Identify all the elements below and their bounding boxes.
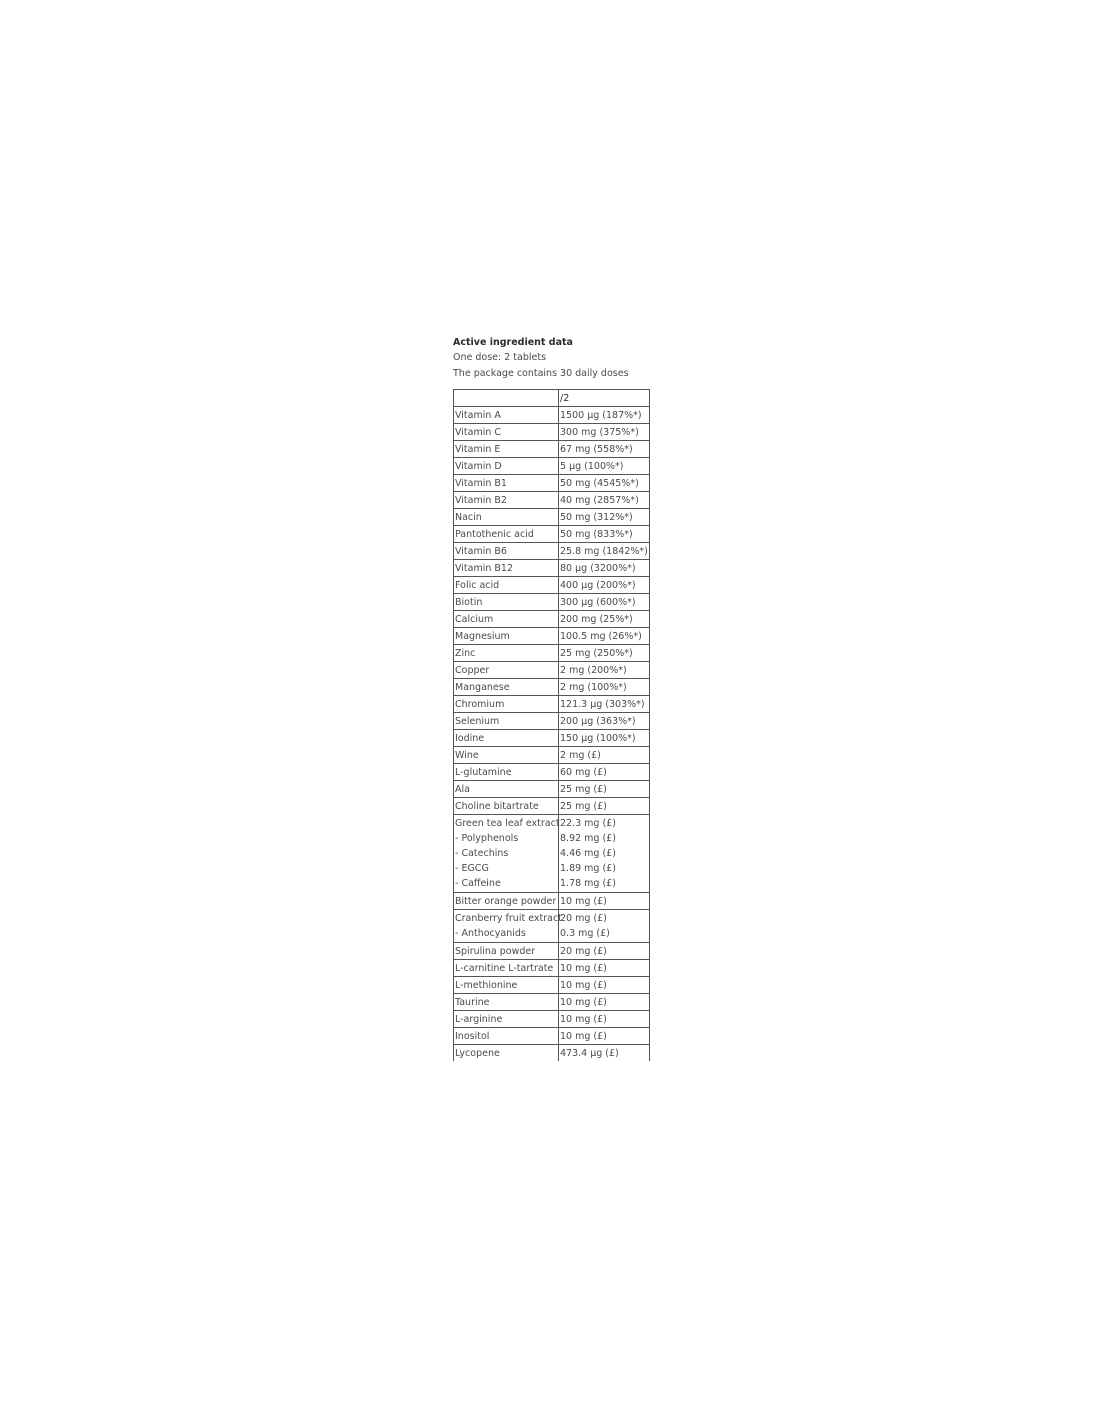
table-row bbox=[454, 1011, 650, 1028]
ingredient-value-cell: 150 µg (100%*) bbox=[559, 730, 650, 747]
ingredient-table-body bbox=[454, 390, 650, 1062]
table-subrow bbox=[454, 831, 650, 846]
table-row bbox=[454, 407, 650, 424]
ingredient-value-cell: 10 mg (£) bbox=[559, 960, 650, 977]
ingredient-value-cell: 10 mg (£) bbox=[559, 994, 650, 1011]
ingredient-value-cell: 50 mg (312%*) bbox=[559, 509, 650, 526]
table-row bbox=[454, 560, 650, 577]
ingredient-value-cell: 2 mg (100%*) bbox=[559, 679, 650, 696]
ingredient-value-cell: 1.78 mg (£) bbox=[559, 876, 650, 893]
ingredient-name-cell: Chromium bbox=[454, 696, 559, 713]
section-title: Active ingredient data bbox=[453, 337, 573, 348]
table-row bbox=[454, 526, 650, 543]
table-row bbox=[454, 509, 650, 526]
table-row bbox=[454, 679, 650, 696]
ingredient-name-cell: Zinc bbox=[454, 645, 559, 662]
table-row bbox=[454, 943, 650, 960]
table-row bbox=[454, 1045, 650, 1062]
table-row bbox=[454, 492, 650, 509]
ingredient-value-cell: 200 µg (363%*) bbox=[559, 713, 650, 730]
ingredient-name-cell: Choline bitartrate bbox=[454, 798, 559, 815]
ingredient-value-cell: 200 mg (25%*) bbox=[559, 611, 650, 628]
ingredient-name-cell: Vitamin E bbox=[454, 441, 559, 458]
table-row bbox=[454, 994, 650, 1011]
table-row bbox=[454, 611, 650, 628]
ingredient-name-cell: Vitamin B12 bbox=[454, 560, 559, 577]
ingredient-name-cell: Vitamin D bbox=[454, 458, 559, 475]
table-row bbox=[454, 441, 650, 458]
ingredient-name-cell: Manganese bbox=[454, 679, 559, 696]
ingredient-name-cell: Vitamin B2 bbox=[454, 492, 559, 509]
ingredient-value-cell: 4.46 mg (£) bbox=[559, 846, 650, 861]
ingredient-name-cell: Wine bbox=[454, 747, 559, 764]
table-subrow bbox=[454, 926, 650, 943]
ingredient-name-cell: - EGCG bbox=[454, 861, 559, 876]
ingredient-value-cell: 10 mg (£) bbox=[559, 977, 650, 994]
ingredient-value-cell: 10 mg (£) bbox=[559, 1011, 650, 1028]
table-row bbox=[454, 977, 650, 994]
ingredient-name-cell: Inositol bbox=[454, 1028, 559, 1045]
ingredient-value-cell: 25 mg (250%*) bbox=[559, 645, 650, 662]
table-row bbox=[454, 747, 650, 764]
table-subrow bbox=[454, 861, 650, 876]
ingredient-name-cell: Folic acid bbox=[454, 577, 559, 594]
ingredient-name-cell: L-methionine bbox=[454, 977, 559, 994]
table-row bbox=[454, 577, 650, 594]
table-row bbox=[454, 475, 650, 492]
table-row bbox=[454, 458, 650, 475]
ingredient-value-cell: 1.89 mg (£) bbox=[559, 861, 650, 876]
ingredient-value-cell: 40 mg (2857%*) bbox=[559, 492, 650, 509]
ingredient-table bbox=[453, 389, 650, 1061]
ingredient-name-cell: L-glutamine bbox=[454, 764, 559, 781]
ingredient-value-cell: 25 mg (£) bbox=[559, 798, 650, 815]
ingredient-value-cell: 300 µg (600%*) bbox=[559, 594, 650, 611]
table-row bbox=[454, 764, 650, 781]
table-header-row bbox=[454, 390, 650, 407]
table-row bbox=[454, 730, 650, 747]
ingredient-name-cell: Cranberry fruit extract bbox=[454, 910, 559, 927]
ingredient-value-cell: 2 mg (200%*) bbox=[559, 662, 650, 679]
table-subrow bbox=[454, 876, 650, 893]
ingredient-name-cell: - Catechins bbox=[454, 846, 559, 861]
ingredient-name-cell: Pantothenic acid bbox=[454, 526, 559, 543]
table-row bbox=[454, 645, 650, 662]
ingredient-value-cell: 121.3 µg (303%*) bbox=[559, 696, 650, 713]
ingredient-name-cell: Magnesium bbox=[454, 628, 559, 645]
ingredient-name-cell: Iodine bbox=[454, 730, 559, 747]
dose-line: One dose: 2 tablets bbox=[453, 352, 547, 363]
ingredient-name-cell: - Polyphenols bbox=[454, 831, 559, 846]
ingredient-section bbox=[453, 336, 653, 1061]
ingredient-value-cell: 20 mg (£) bbox=[559, 910, 650, 927]
table-row bbox=[454, 1028, 650, 1045]
package-line: The package contains 30 daily doses bbox=[453, 368, 629, 379]
ingredient-name-cell: Vitamin C bbox=[454, 424, 559, 441]
ingredient-value-cell: 60 mg (£) bbox=[559, 764, 650, 781]
ingredient-name-cell: Spirulina powder bbox=[454, 943, 559, 960]
table-row bbox=[454, 594, 650, 611]
ingredient-value-cell: 25.8 mg (1842%*) bbox=[559, 543, 650, 560]
ingredient-name-cell: Ala bbox=[454, 781, 559, 798]
ingredient-name-cell: Vitamin A bbox=[454, 407, 559, 424]
ingredient-name-cell: Taurine bbox=[454, 994, 559, 1011]
table-row bbox=[454, 893, 650, 910]
ingredient-value-cell: 10 mg (£) bbox=[559, 1028, 650, 1045]
ingredient-name-cell: - Caffeine bbox=[454, 876, 559, 893]
ingredient-name-cell: Vitamin B6 bbox=[454, 543, 559, 560]
ingredient-value-cell: 300 mg (375%*) bbox=[559, 424, 650, 441]
ingredient-value-cell: 22.3 mg (£) bbox=[559, 815, 650, 832]
ingredient-name-cell: Biotin bbox=[454, 594, 559, 611]
table-row bbox=[454, 424, 650, 441]
table-row bbox=[454, 628, 650, 645]
ingredient-value-cell: 473.4 µg (£) bbox=[559, 1045, 650, 1062]
ingredient-name-cell: Green tea leaf extract bbox=[454, 815, 559, 832]
ingredient-value-cell: 50 mg (4545%*) bbox=[559, 475, 650, 492]
table-row bbox=[454, 798, 650, 815]
table-row bbox=[454, 960, 650, 977]
ingredient-name-cell: - Anthocyanids bbox=[454, 926, 559, 943]
table-subrow bbox=[454, 846, 650, 861]
table-row bbox=[454, 713, 650, 730]
ingredient-name-cell: Vitamin B1 bbox=[454, 475, 559, 492]
ingredient-value-cell: 25 mg (£) bbox=[559, 781, 650, 798]
table-row bbox=[454, 543, 650, 560]
ingredient-value-cell: 10 mg (£) bbox=[559, 893, 650, 910]
ingredient-value-cell: 8.92 mg (£) bbox=[559, 831, 650, 846]
header-dose-cell: /2 bbox=[559, 390, 650, 407]
ingredient-value-cell: 1500 µg (187%*) bbox=[559, 407, 650, 424]
ingredient-name-cell: Calcium bbox=[454, 611, 559, 628]
ingredient-name-cell: L-carnitine L-tartrate bbox=[454, 960, 559, 977]
ingredient-value-cell: 67 mg (558%*) bbox=[559, 441, 650, 458]
ingredient-value-cell: 5 µg (100%*) bbox=[559, 458, 650, 475]
ingredient-value-cell: 50 mg (833%*) bbox=[559, 526, 650, 543]
table-row bbox=[454, 662, 650, 679]
table-row-group-head bbox=[454, 910, 650, 927]
ingredient-name-cell: Selenium bbox=[454, 713, 559, 730]
ingredient-value-cell: 2 mg (£) bbox=[559, 747, 650, 764]
ingredient-name-cell: Lycopene bbox=[454, 1045, 559, 1062]
ingredient-value-cell: 400 µg (200%*) bbox=[559, 577, 650, 594]
table-row bbox=[454, 781, 650, 798]
table-row bbox=[454, 696, 650, 713]
ingredient-value-cell: 20 mg (£) bbox=[559, 943, 650, 960]
ingredient-name-cell: Bitter orange powder bbox=[454, 893, 559, 910]
ingredient-value-cell: 100.5 mg (26%*) bbox=[559, 628, 650, 645]
ingredient-name-cell: L-arginine bbox=[454, 1011, 559, 1028]
ingredient-value-cell: 0.3 mg (£) bbox=[559, 926, 650, 943]
header-name-cell bbox=[454, 390, 559, 407]
table-row-group-head bbox=[454, 815, 650, 832]
ingredient-name-cell: Nacin bbox=[454, 509, 559, 526]
ingredient-name-cell: Copper bbox=[454, 662, 559, 679]
ingredient-value-cell: 80 µg (3200%*) bbox=[559, 560, 650, 577]
